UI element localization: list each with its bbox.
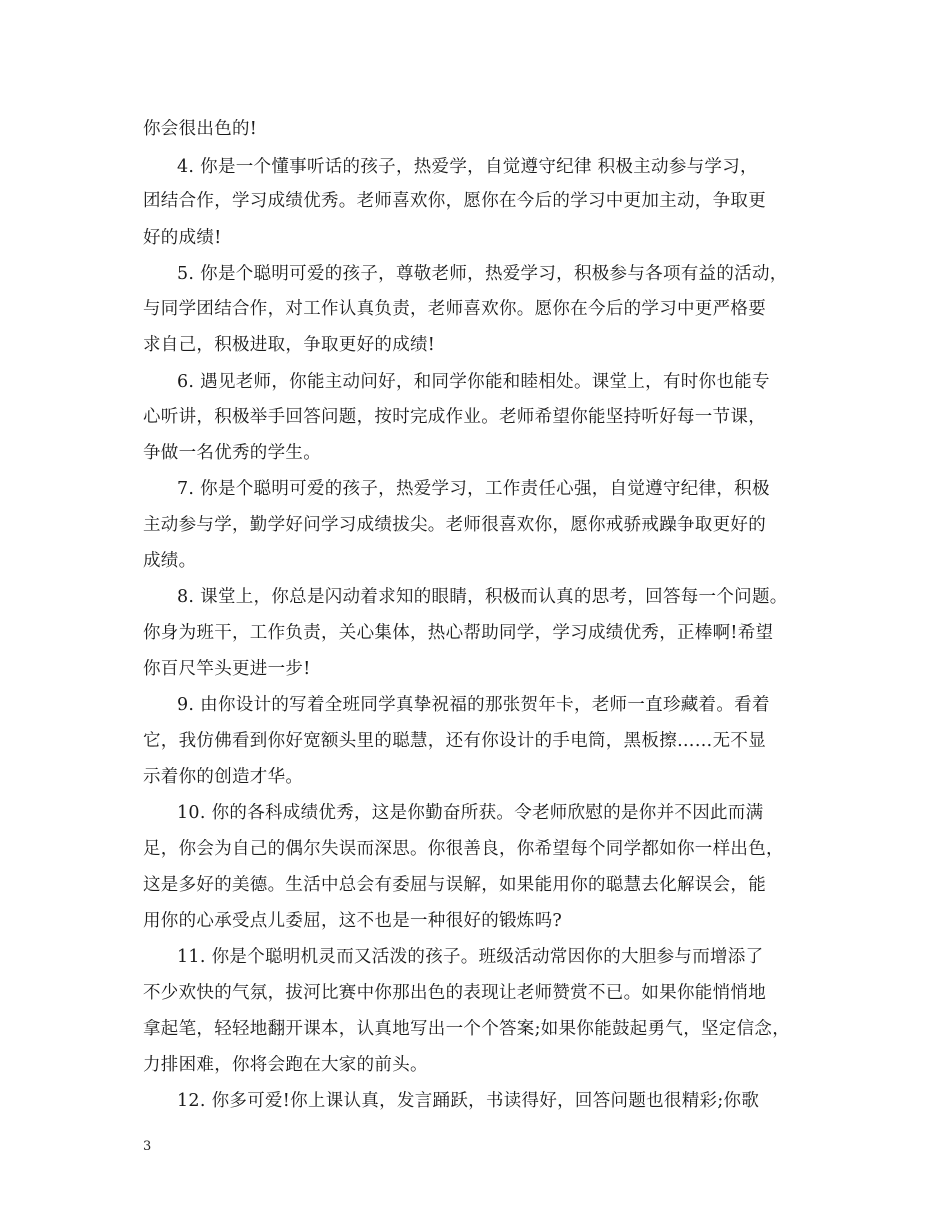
text-line: 你百尺竿头更进一步! <box>143 659 311 679</box>
text-line: 它，我仿佛看到你好宽额头里的聪慧，还有你设计的手电筒，黑板擦……无不显 <box>143 731 766 751</box>
text-line: 6. 遇见老师，你能主动问好，和同学你能和睦相处。课堂上，有时你也能专 <box>177 372 770 392</box>
text-line: 你会很出色的! <box>143 119 258 139</box>
text-line: 用你的心承受点儿委屈，这不也是一种很好的锻炼吗? <box>143 911 563 931</box>
text-line: 团结合作，学习成绩优秀。老师喜欢你，愿你在今后的学习中更加主动，争取更 <box>143 191 766 211</box>
text-line: 足，你会为自己的偶尔失误而深思。你很善良，你希望每个同学都如你一样出色， <box>143 839 784 859</box>
text-line: 拿起笔，轻轻地翻开课本，认真地写出一个个答案;如果你能鼓起勇气，坚定信念， <box>143 1019 790 1039</box>
text-line: 争做一名优秀的学生。 <box>143 443 321 463</box>
text-line: 12. 你多可爱!你上课认真，发言踊跃，书读得好，回答问题也很精彩;你歌 <box>177 1091 760 1111</box>
text-line: 这是多好的美德。生活中总会有委屈与误解，如果能用你的聪慧去化解误会，能 <box>143 875 766 895</box>
page-number: 3 <box>143 1139 152 1154</box>
text-line: 与同学团结合作，对工作认真负责，老师喜欢你。愿你在今后的学习中更严格要 <box>143 299 766 319</box>
text-line: 7. 你是个聪明可爱的孩子，热爱学习，工作责任心强，自觉遵守纪律，积极 <box>177 479 770 499</box>
text-line: 4. 你是一个懂事听话的孩子，热爱学，自觉遵守纪律 积极主动参与学习， <box>177 157 758 177</box>
text-line: 5. 你是个聪明可爱的孩子，尊敬老师，热爱学习，积极参与各项有益的活动， <box>177 264 788 284</box>
text-line: 11. 你是个聪明机灵而又活泼的孩子。班级活动常因你的大胆参与而增添了 <box>177 947 764 967</box>
text-line: 示着你的创造才华。 <box>143 767 304 787</box>
text-line: 心听讲，积极举手回答问题，按时完成作业。老师希望你能坚持听好每一节课， <box>143 407 766 427</box>
text-line: 力排困难，你将会跑在大家的前头。 <box>143 1055 428 1075</box>
text-line: 10. 你的各科成绩优秀，这是你勤奋所获。令老师欣慰的是你并不因此而满 <box>177 803 764 823</box>
text-line: 9. 由你设计的写着全班同学真挚祝福的那张贺年卡，老师一直珍藏着。看着 <box>177 695 770 715</box>
text-line: 求自己，积极进取，争取更好的成绩! <box>143 335 436 355</box>
text-line: 8. 课堂上，你总是闪动着求知的眼睛，积极而认真的思考，回答每一个问题。 <box>177 587 788 607</box>
text-line: 主动参与学，勤学好问学习成绩拔尖。老师很喜欢你，愿你戒骄戒躁争取更好的 <box>143 515 766 535</box>
text-line: 你身为班干，工作负责，关心集体，热心帮助同学，学习成绩优秀，正棒啊!希望 <box>143 623 774 643</box>
text-line: 好的成绩! <box>143 228 222 248</box>
text-line: 成绩。 <box>143 551 197 571</box>
text-line: 不少欢快的气氛，拔河比赛中你那出色的表现让老师赞赏不已。如果你能悄悄地 <box>143 983 766 1003</box>
